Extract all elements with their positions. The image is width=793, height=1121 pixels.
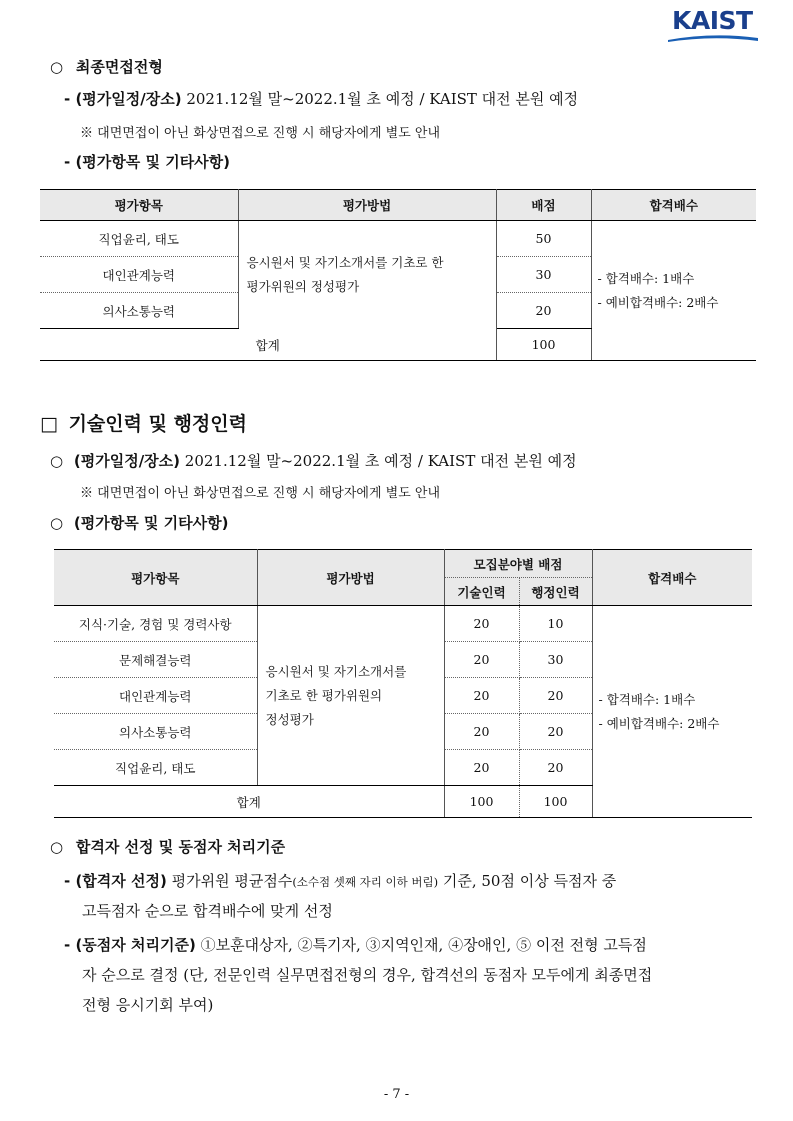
- header-method: 평가방법: [257, 550, 444, 606]
- schedule-label: - (평가일정/장소): [64, 90, 182, 108]
- row-item: 직업윤리, 태도: [40, 221, 238, 257]
- table-final-interview: [40, 189, 756, 361]
- header-method: 평가방법: [238, 190, 496, 221]
- section3-heading: [50, 836, 285, 857]
- logo-text: KAIST: [672, 6, 753, 35]
- header-admin: 행정인력: [519, 578, 592, 606]
- section2-items-label: [50, 512, 228, 533]
- header-multiplier: 합격배수: [592, 550, 752, 606]
- box-bullet: □: [40, 413, 58, 435]
- table-header-row: [54, 550, 752, 578]
- section1-items-label: [64, 151, 230, 172]
- row-admin: 20: [519, 750, 592, 786]
- header-multiplier: 합격배수: [591, 190, 756, 221]
- method-line: 응시원서 및 자기소개서를: [265, 663, 407, 679]
- mult-line: - 예비합격배수: 2배수: [597, 294, 719, 310]
- header-score: 배점: [496, 190, 591, 221]
- method-line: 기초로 한 평가위원의: [265, 687, 383, 703]
- kaist-logo: [668, 8, 758, 40]
- mult-line: - 합격배수: 1배수: [598, 691, 696, 707]
- row-admin: 20: [519, 678, 592, 714]
- section2-note: ※ 대면면접이 아닌 화상면접으로 진행 시 해당자에게 별도 안내: [80, 486, 441, 501]
- mult-line: - 합격배수: 1배수: [597, 270, 695, 286]
- row-item: 대인관계능력: [54, 678, 257, 714]
- selection-criteria-line2: 고득점자 순으로 합격배수에 맞게 선정: [82, 902, 333, 920]
- logo-swoosh-icon: [668, 34, 758, 42]
- tie-criteria-line1: [64, 934, 647, 955]
- selection-text: 평가위원 평균점수: [166, 872, 293, 890]
- multiplier-cell: [592, 606, 752, 818]
- row-tech: 20: [444, 750, 519, 786]
- schedule-text: 2021.12월 말~2022.1월 초 예정 / KAIST 대전 본원 예정: [180, 452, 577, 470]
- tie-criteria-line2: 자 순으로 결정 (단, 전문인력 실무면접전형의 경우, 합격선의 동점자 모두에게 최종면접: [82, 966, 653, 984]
- table-row: [40, 221, 756, 257]
- tie-text: ①보훈대상자, ②특기자, ③지역인재, ④장애인, ⑤ 이전 전형 고득점: [195, 936, 647, 954]
- total-value: 100: [496, 329, 591, 361]
- section1-heading: [50, 56, 163, 77]
- bullet-circle: ○: [50, 58, 64, 76]
- page-number: - 7 -: [383, 1087, 410, 1102]
- row-score: 20: [496, 293, 591, 329]
- bullet-circle: ○: [50, 838, 64, 856]
- table-row: [54, 606, 752, 642]
- total-admin: 100: [519, 786, 592, 818]
- section1-note: ※ 대면면접이 아닌 화상면접으로 진행 시 해당자에게 별도 안내: [80, 126, 441, 141]
- method-line: 평가위원의 정성평가: [246, 278, 360, 294]
- row-tech: 20: [444, 714, 519, 750]
- row-score: 30: [496, 257, 591, 293]
- method-line: 응시원서 및 자기소개서를 기초로 한: [246, 254, 444, 270]
- method-line: 정성평가: [265, 711, 314, 727]
- method-cell: [238, 221, 496, 329]
- selection-text-small: (소수점 셋째 자리 이하 버림): [292, 875, 439, 889]
- total-label: 합계: [54, 786, 444, 818]
- selection-criteria-line1: [64, 870, 616, 891]
- table-header-row: [40, 190, 756, 221]
- row-item: 지식·기술, 경험 및 경력사항: [54, 606, 257, 642]
- items-label: (평가항목 및 기타사항): [73, 514, 229, 532]
- row-tech: 20: [444, 606, 519, 642]
- section2-heading: [40, 409, 247, 436]
- section1-title: 최종면접전형: [75, 58, 163, 76]
- row-tech: 20: [444, 642, 519, 678]
- row-item: 문제해결능력: [54, 642, 257, 678]
- section2-schedule: [50, 450, 577, 471]
- total-tech: 100: [444, 786, 519, 818]
- section1-schedule: [64, 88, 578, 109]
- schedule-text: 2021.12월 말~2022.1월 초 예정 / KAIST 대전 본원 예정: [181, 90, 579, 108]
- selection-text: 기준, 50점 이상 득점자 중: [438, 872, 617, 890]
- selection-label: - (합격자 선정): [64, 872, 167, 890]
- row-item: 의사소통능력: [40, 293, 238, 329]
- row-admin: 30: [519, 642, 592, 678]
- header-item: 평가항목: [54, 550, 257, 606]
- mult-line: - 예비합격배수: 2배수: [598, 715, 720, 731]
- multiplier-cell: [591, 221, 756, 361]
- total-label: 합계: [40, 329, 496, 361]
- bullet-circle: ○: [50, 514, 64, 532]
- header-item: 평가항목: [40, 190, 238, 221]
- tie-label: - (동점자 처리기준): [64, 936, 196, 954]
- row-score: 50: [496, 221, 591, 257]
- table-tech-admin: [54, 549, 752, 818]
- bullet-circle: ○: [50, 452, 64, 470]
- row-tech: 20: [444, 678, 519, 714]
- row-item: 의사소통능력: [54, 714, 257, 750]
- row-item: 대인관계능력: [40, 257, 238, 293]
- header-tech: 기술인력: [444, 578, 519, 606]
- tie-criteria-line3: 전형 응시기회 부여): [82, 996, 214, 1014]
- schedule-label: (평가일정/장소): [73, 452, 181, 470]
- items-label: - (평가항목 및 기타사항): [64, 153, 231, 171]
- section3-title: 합격자 선정 및 동점자 처리기준: [75, 838, 286, 856]
- section2-title: 기술인력 및 행정인력: [68, 413, 247, 435]
- header-score-group: 모집분야별 배점: [444, 550, 592, 578]
- method-cell: [257, 606, 444, 786]
- row-admin: 20: [519, 714, 592, 750]
- row-item: 직업윤리, 태도: [54, 750, 257, 786]
- row-admin: 10: [519, 606, 592, 642]
